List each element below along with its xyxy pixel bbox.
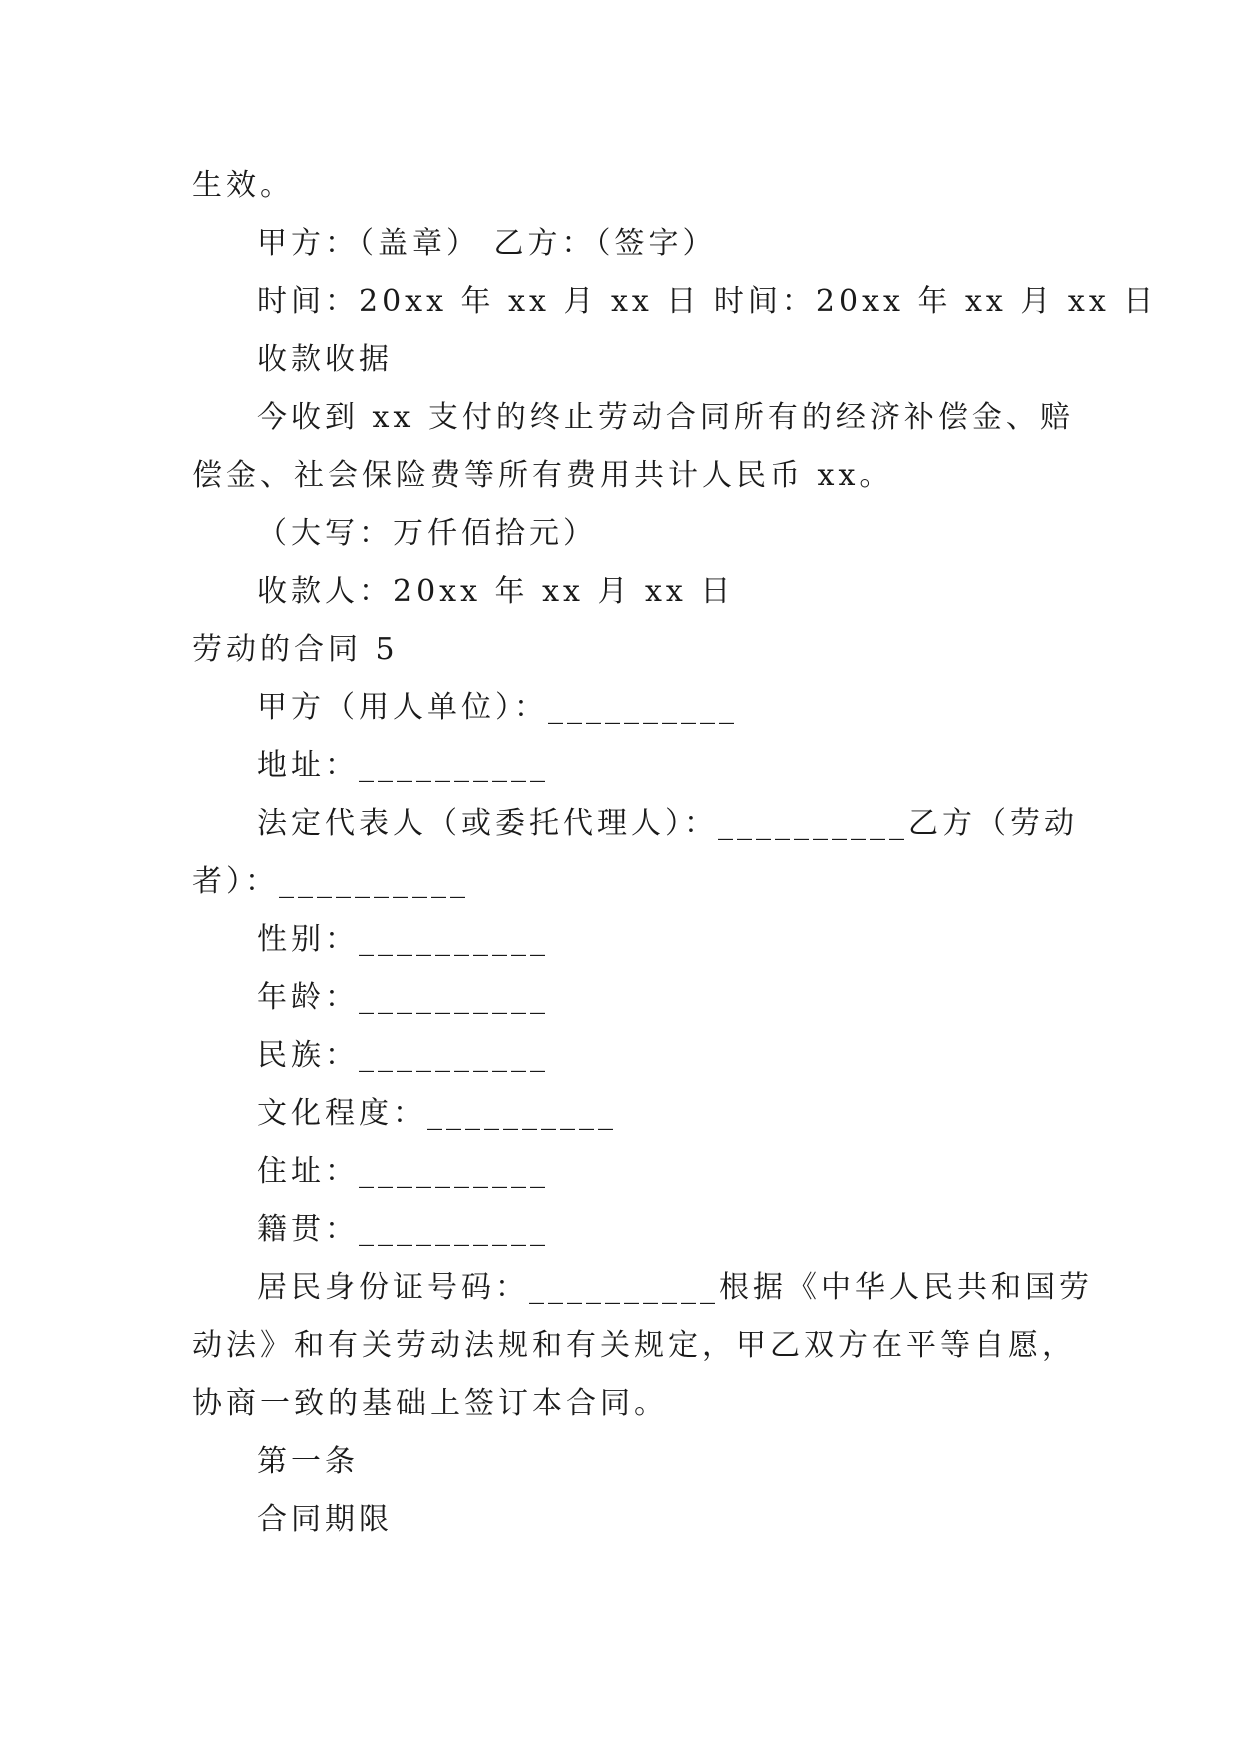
text-line: 籍贯：__________ [257,1212,549,1247]
text-line: 者）：__________ [192,864,469,899]
text-line: 协商一致的基础上签订本合同。 [192,1386,668,1421]
text-line: 年龄：__________ [257,980,549,1015]
text-line: 性别：__________ [257,922,549,957]
article-title: 合同期限 [257,1502,393,1537]
text-line: 偿金、社会保险费等所有费用共计人民币 xx。 [192,458,894,493]
text-line: 今收到 xx 支付的终止劳动合同所有的经济补偿金、赔 [257,400,1074,435]
text-line: 时间：20xx 年 xx 月 xx 日 时间：20xx 年 xx 月 xx 日 [257,284,1158,319]
text-line: 法定代表人（或委托代理人）：__________乙方（劳动 [257,806,1078,841]
text-line: 民族：__________ [257,1038,549,1073]
text-line: 居民身份证号码：__________根据《中华人民共和国劳 [257,1270,1093,1305]
text-line: 收款人：20xx 年 xx 月 xx 日 [257,574,735,609]
text-line: （大写：万仟佰拾元） [257,516,597,551]
text-line: 甲方（用人单位）：__________ [257,690,738,725]
text-line: 收款收据 [257,342,393,377]
text-line: 文化程度：__________ [257,1096,617,1131]
text-line: 住址：__________ [257,1154,549,1189]
text-line: 甲方：（盖章） 乙方：（签字） [257,226,717,261]
section-heading: 劳动的合同 5 [192,632,399,667]
article-heading: 第一条 [257,1444,359,1479]
text-line: 生效。 [192,168,294,203]
text-line: 动法》和有关劳动法规和有关规定，甲乙双方在平等自愿， [192,1328,1076,1363]
text-line: 地址：__________ [257,748,549,783]
